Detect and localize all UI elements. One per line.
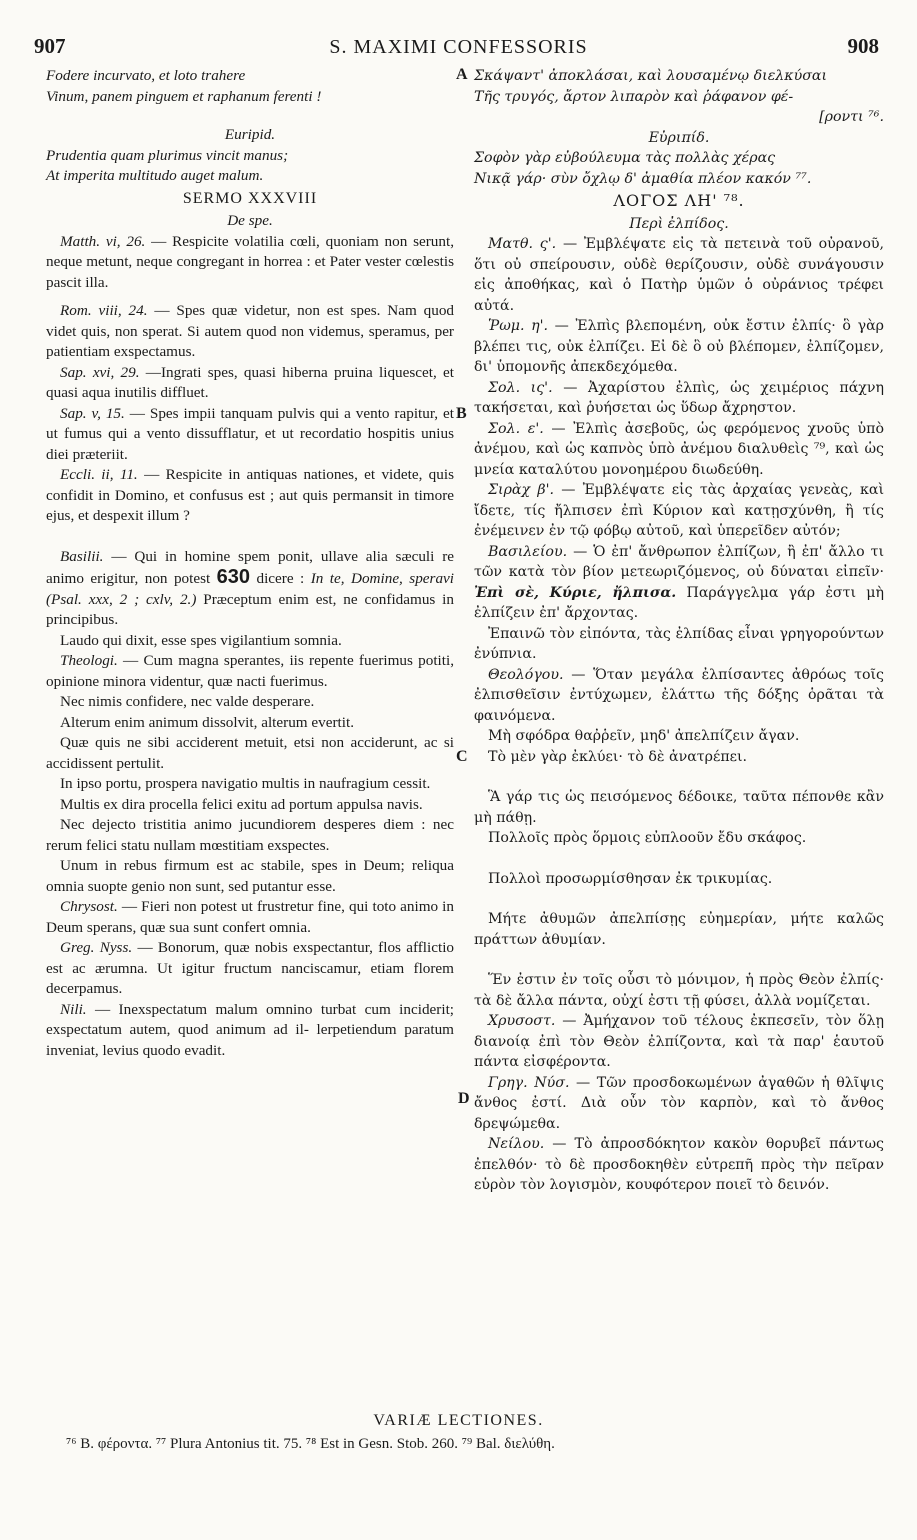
entry-text: — Ὅταν μεγάλα ἐλπίσαντες ἀθρόως τοῖς ἐλπισθεῖσιν ἐντύχωμεν, ἐλάττω τῆς δόξης ὁρᾶται τὰ φαινόμενα.: [474, 666, 884, 724]
verse-line: Fodere incurvato, et loto trahere: [46, 67, 246, 84]
running-title: S. MAXIMI CONFESSORIS: [329, 36, 588, 58]
entry-polloi: Πολλοὶ προσωρμίσθησαν ἐκ τρικυμίας.: [488, 870, 773, 887]
source-ref: Χρυσοστ.: [488, 1013, 556, 1029]
entry-text: — Cum magna sperantes, iis repente fuerimus potiti, opinione minora videntur, quæ nacti fuerimus.: [46, 652, 455, 690]
entry-text: — Inexspectatum malum omnino turbat cum inciderit; exspectatum autem, quod animum ad il- lerpetiendum paratum inveniat, levius quodo evadit.: [46, 1000, 455, 1059]
source-ref: Θεολόγου.: [488, 666, 564, 683]
source-ref: Chrysost.: [60, 898, 118, 915]
entry-a-gar: Ἃ γάρ τις ὡς πεισόμενος δέδοικε, ταῦτα πέπονθε κἂν μὴ πάθῃ.: [474, 789, 884, 826]
greek-column: [474, 66, 884, 1196]
source-ref: Theologi.: [60, 652, 118, 669]
entry-me-sfodra: Μὴ σφόδρα θαῤῥεῖν, μηδ' ἀπελπίζειν ἄγαν.: [488, 728, 800, 744]
entry-text: — Spes impii tanquam pulvis qui a vento rapitur, et ut fumus qui a vento dissufflatur, et ut recordatio hospitis unius diei præteriit.: [46, 404, 454, 463]
entry-sap-2: [46, 404, 454, 466]
verse-line: Σοφὸν γὰρ εὐβούλευμα τὰς πολλὰς χέρας: [474, 150, 776, 166]
source-ref: Matth. vi, 26.: [60, 232, 146, 250]
verse-line: Prudentia quam plurimus vincit manus;: [46, 146, 289, 164]
entry-basil: [46, 547, 454, 631]
verse-line: Vinum, panem pinguem et raphanum ferenti !: [46, 87, 322, 105]
entry-text: — Ἐλπὶς ἀσεβοῦς, ὡς φερόμενος χνοῦς ὑπὸ ἀνέμου, καὶ ὡς καπνὸς ὑπὸ ἀνέμου διαλυθεὶς ⁷⁹, καὶ ὡς μνεία καταλύτου μονοημέρου διωδεύθη.: [474, 420, 885, 478]
verse-2: [46, 146, 454, 187]
verse-line: Σκάψαντ' ἀποκλάσαι, καὶ λουσαμένῳ διελκύσαι: [474, 68, 828, 84]
entry-theologi: [46, 651, 454, 692]
margin-letter-d: D: [458, 1090, 470, 1107]
entry-sol-1: [474, 378, 884, 419]
entry-text: — Respicite volatilia cœli, quoniam non serunt, neque metunt, neque congregant in horrea : et Pater vester cœlestis pascit illa.: [46, 232, 455, 291]
source-ref: Βασιλείου.: [488, 543, 568, 560]
source-ref: Σιρὰχ β'.: [488, 482, 554, 498]
entry-text: dicere :: [256, 570, 305, 587]
entry-en-estin: Ἕν ἐστιν ἐν τοῖς οὖσι τὸ μόνιμον, ἡ πρὸς Θεὸν ἐλπίς· τὰ δὲ ἄλλα πάντα, οὐχί ἐστι τῇ φύσει, ἀλλὰ νομίζεται.: [474, 972, 884, 1009]
source-ref: Basilii.: [60, 547, 104, 565]
source-ref: Ῥωμ. η'.: [488, 318, 549, 334]
source-ref: Rom. viii, 24.: [60, 302, 148, 319]
entry-text: — Ἐμβλέψατε εἰς τὰς ἀρχαίας γενεὰς, καὶ ἴδετε, τίς ἤλπισεν ἐπὶ Κύριον καὶ κατῃσχύνθη, ἢ τίς ἐνέμεινεν ἐν τῷ φόβῳ αὐτοῦ, καὶ ὑπερεῖδεν αὐτόν;: [474, 482, 885, 539]
margin-letter-b: B: [456, 405, 467, 422]
entry-text: — Qui in homine spem ponit, ullave alia sæculi re animo erigitur, non potest: [46, 547, 455, 587]
entry-multis: Multis ex dira procella felici exitu ad portum appulsa navis.: [60, 795, 423, 813]
entry-theologou: [474, 665, 884, 727]
entry-text: Παράγγελμα γάρ ἐστι μὴ ἐλπίζειν ἐπ' ἄρχοντας.: [474, 584, 884, 621]
entry-eccli: [46, 465, 454, 527]
entry-text: — Fieri non potest ut frustretur fine, qui toto animo in Deum sperans, quæ sua sunt confert omnia.: [46, 898, 454, 936]
entry-basil: [474, 542, 884, 624]
citation: (Psal. xxx, 2 ; cxlv, 2.): [46, 590, 197, 608]
entry-text: —Ingrati spes, quasi hiberna pruina liquescet, et quasi aqua inutilis diffluet.: [46, 363, 455, 401]
latin-column: [46, 66, 454, 1061]
entry-greg-nyss: [474, 1073, 884, 1135]
entry-alterum: Alterum enim animum dissolvit, alterum evertit.: [60, 713, 354, 731]
logos-subtitle: Περὶ ἐλπίδος.: [629, 215, 729, 232]
verse-1: [474, 66, 884, 128]
margin-letter-a: A: [456, 66, 468, 83]
source-ref: Νείλου.: [488, 1136, 545, 1152]
entry-unum: Unum in rebus firmum est ac stabile, spes in Deum; reliqua omnia suopte genio non sunt, sed putantur esse.: [46, 857, 454, 895]
entry-mete: Μήτε ἀθυμῶν ἀπελπίσῃς εὐημερίαν, μήτε καλῶς πράττων ἀθυμίαν.: [474, 911, 884, 948]
entry-text: — Τῶν προσδοκωμένων ἀγαθῶν ἡ θλῖψις ἄνθος ἐστί. Διὰ οὖν τὸν καρπὸν, καὶ τὸ ἄνθος δρεψώμεθα.: [474, 1074, 884, 1132]
verse-line: [ροντι ⁷⁶.: [819, 109, 884, 125]
verse-2: [474, 148, 884, 189]
entry-matth: [46, 232, 454, 294]
entry-matth: [474, 234, 884, 316]
entry-sap-1: [46, 363, 454, 404]
entry-neilou: [474, 1134, 884, 1196]
entry-laudo: Laudo qui dixit, esse spes vigilantium somnia.: [60, 631, 342, 649]
entry-greg-nyss: [46, 938, 454, 1000]
source-ref: Σολ. ις'.: [488, 379, 553, 396]
entry-nec-nimis: Nec nimis confidere, nec valde desperare.: [60, 693, 315, 710]
variae-lectiones-title: VARIÆ LECTIONES.: [373, 1412, 544, 1429]
variae-lectiones: [0, 1412, 917, 1452]
quote: In te, Domine, speravi: [310, 570, 454, 587]
entry-text: — Τὸ ἀπροσδόκητον κακὸν θορυβεῖ πάντως ἐπελθόν· τὸ δὲ προσδοκηθὲν εὐτρεπῆ πρὸς τὴν πεῖραν εὑρὸν τὸν λογισμὸν, κουφότερον ποιεῖ τὸ δεινόν.: [474, 1136, 884, 1193]
entry-text: — Respicite in antiquas nationes, et videte, quis confidit in Domino, et confusus est ; aut quis permansit in timore ejus, et despexit illum ?: [46, 466, 455, 524]
verse-line: Τῆς τρυγός, ἄρτον λιπαρὸν καὶ ῥάφανον φέ-: [474, 88, 794, 105]
entry-text: — Ἀμήχανον τοῦ τέλους ἐκπεσεῖν, τὸν ὅλῃ διανοίᾳ ἐπὶ τὸν Θεὸν ἐλπίζοντα, καὶ τὰ παρ' ἑαυτοῦ πάντα εἰσφέροντα.: [474, 1013, 885, 1070]
entry-text: — Ἐμβλέψατε εἰς τὰ πετεινὰ τοῦ οὐρανοῦ, ὅτι οὐ σπείρουσιν, οὐδὲ θερίζουσιν, οὐδὲ συνάγουσιν εἰς ἀποθήκας, καὶ ὁ Πατὴρ ὑμῶν ὁ οὐράνιος τρέφει αὐτά.: [474, 236, 884, 314]
source-ref: Γρηγ. Νύσ.: [488, 1074, 570, 1091]
source-ref: Nili.: [60, 1000, 87, 1018]
variae-lectiones-notes: ⁷⁶ B. φέροντα. ⁷⁷ Plura Antonius tit. 75. ⁷⁸ Est in Gesn. Stob. 260. ⁷⁹ Bal. διελύθη.: [66, 1436, 555, 1452]
entry-nec-dejecto: Nec dejecto tristitia animo jucundiorem desperes diem : nec rerum felici statu nullam mœstitiam exspectes.: [46, 816, 454, 854]
source-euripides: Εὐριπίδ.: [648, 129, 710, 146]
entry-text: Præceptum enim est, ne confidamus in principibus.: [46, 590, 454, 628]
entry-text: — Ὁ ἐπ' ἄνθρωπον ἐλπίζων, ἢ ἐπ' ἄλλο τι τῶν κατὰ τὸν βίον μετεωριζόμενος, οὐ δύναται εἰπεῖν·: [474, 543, 885, 580]
source-ref: Ματθ. ς'.: [488, 236, 557, 252]
entry-in-ipso: In ipso portu, prospera navigatio multis in naufragium cessit.: [60, 775, 431, 792]
entry-quae-quis: Quæ quis ne sibi acciderent metuit, etsi non acciderunt, ac si accidissent pertulit.: [46, 734, 454, 772]
entry-sirach: [474, 480, 884, 542]
source-ref: Greg. Nyss.: [60, 939, 133, 956]
entry-text: — Bonorum, quæ nobis exspectantur, flos afflictio est ac ærumna. Ut igitur fructum nanciscamur, etiam florem decerpamus.: [46, 939, 455, 997]
entry-rom: [46, 301, 454, 363]
page-number-left: 907: [34, 34, 66, 58]
entry-sol-2: [474, 419, 884, 481]
entry-polloi-pros-hormois: Πολλοῖς πρὸς ὅρμοις εὐπλοοῦν ἔδυ σκάφος.: [488, 830, 807, 846]
entry-chrysost: [474, 1011, 884, 1073]
margin-letter-c: C: [456, 748, 468, 765]
verse-line: Νικᾷ γάρ· σὺν ὄχλῳ δ' ἀμαθία πλέον κακόν ⁷⁷.: [474, 170, 812, 187]
source-euripides: Euripid.: [224, 126, 276, 143]
sermo-title: SERMO XXXVIII: [182, 189, 318, 207]
entry-epaino: Ἐπαινῶ τὸν εἰπόντα, τὰς ἐλπίδας εἶναι γρηγορούντων ἐνύπνια.: [474, 625, 884, 662]
page-number-right: 908: [847, 34, 879, 58]
logos-title: ΛΟΓΟΣ ΛΗ' ⁷⁸.: [613, 191, 745, 210]
entry-to-men: Τὸ μὲν γὰρ ἐκλύει· τὸ δὲ ἀνατρέπει.: [488, 748, 748, 765]
migne-column-ref: 630: [216, 566, 251, 588]
source-ref: Σολ. ε'.: [488, 420, 544, 437]
sermo-subtitle: De spe.: [227, 212, 273, 229]
source-ref: Sap. v, 15.: [60, 404, 125, 422]
verse-line: At imperita multitudo auget malum.: [46, 167, 264, 184]
entry-text: — Ἐλπὶς βλεπομένη, οὐκ ἔστιν ἐλπίς· ὃ γὰρ βλέπει τις, οὐκ ἐλπίζει. Εἰ δὲ ὃ οὐ βλέπομεν, ἐλπίζομεν, δι' ὑπομονῆς ἀπεκδεχόμεθα.: [474, 318, 884, 375]
page-header: [0, 30, 917, 60]
source-ref: Sap. xvi, 29.: [60, 363, 140, 381]
entry-text: — Ἀχαρίστου ἐλπὶς, ὡς χειμέριος πάχνη τακήσεται, καὶ ῥυήσεται ὡς ὕδωρ ἄχρηστον.: [474, 379, 885, 416]
quote: Ἐπὶ σὲ, Κύριε, ἤλπισα.: [474, 584, 677, 601]
entry-text: — Spes quæ videtur, non est spes. Nam quod videt quis, non sperat. Si autem quod non videmus, speramus, per patientiam exspectamus.: [46, 302, 455, 360]
entry-chrysost: [46, 897, 454, 938]
entry-nili: [46, 1000, 454, 1062]
entry-rom: [474, 316, 884, 378]
verse-1: [46, 66, 454, 107]
source-ref: Eccli. ii, 11.: [60, 466, 138, 483]
